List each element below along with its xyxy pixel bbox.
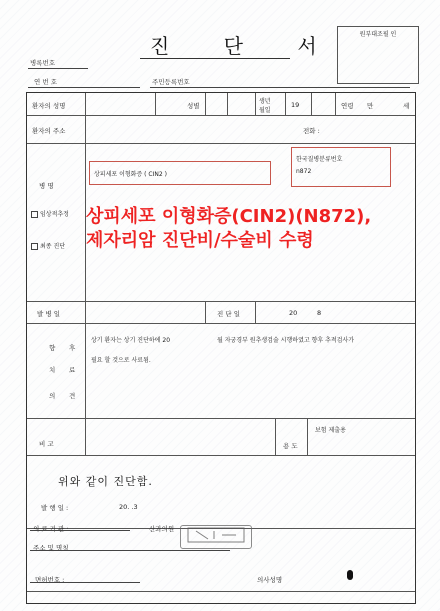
opinion-label-3: 치 [49,366,56,374]
document-title: 진 단 서 [150,34,341,58]
birth-label-line2: 월일 [259,107,271,114]
remarks-label: 비 고 [39,440,54,448]
institution-department: 산과의원 [149,525,175,533]
serial-number-line [28,87,140,88]
opinion-text-line1: 상기 환자는 상기 진단하에 20 [91,337,171,344]
option-clinical-estimate: 임상적추정 [31,209,69,218]
institution-line [30,530,130,531]
opinion-text-line2: 필요 할 것으로 사료됨. [91,357,151,364]
institution-seal [180,525,252,549]
birth-value: 19 [291,101,300,109]
disease-code-value: n872 [296,168,312,175]
age-value: 만 [367,102,374,110]
institution-label: 의 료 기 관 : [33,525,69,533]
opinion-label-4: 료 [69,366,76,374]
opinion-label-6: 견 [69,392,76,400]
license-line [30,582,140,583]
checkbox-clinical [31,211,38,218]
opinion-label-1: 향 [49,344,56,352]
registry-number-line [28,68,88,69]
ink-mark [347,570,353,580]
usage-value: 보험 제출용 [315,427,346,434]
doctor-name-label: 의사성명 [257,576,283,584]
onset-date-label: 발 병 일 [37,310,60,318]
diagnosis-date-label: 진 단 일 [217,310,240,318]
diagnosis-date-value: 20 [289,309,298,317]
opinion-text-line1b: 월 자궁경부 원추생검술 시행하였고 향후 추적검사가 [217,337,355,344]
opinion-label-2: 후 [69,344,76,352]
diagnosis-section-label: 병 명 [39,182,54,190]
gender-label: 성별 [187,102,200,110]
age-unit: 세 [403,102,410,110]
verification-stamp-box [337,26,419,84]
option-final-diagnosis: 최종 진단 [31,241,65,250]
disease-code-label: 한국질병분류번호 [296,156,343,163]
address-label: 환자의 주소 [32,127,66,135]
usage-label: 용 도 [283,442,298,450]
opinion-label-5: 의 [49,392,56,400]
birth-label-line1: 생년 [259,98,271,105]
address-line [30,550,230,551]
registry-number-label: 병록번호 [30,59,56,67]
insurance-claim-annotation [86,205,371,253]
serial-number-label: 연 번 호 [34,78,57,86]
disease-code-box [291,147,391,187]
resident-number-label: 주민등록번호 [152,78,190,86]
diagnosis-date-value2: 8 [317,309,322,317]
license-label: 면허번호 : [35,576,65,584]
issue-date-value: 20. .3 [119,503,138,511]
title-underline [140,58,290,59]
annotation-line-2: 제자리암 진단비/수술비 수령 [86,230,314,251]
phone-label: 전화 : [303,127,320,135]
disease-name: 상피세포 이형화증 ( CIN2 ) [94,171,167,178]
seal-graphic [186,526,246,544]
checkbox-final [31,243,38,250]
patient-name-label: 환자의 성명 [32,102,66,110]
annotation-line-1: 상피세포 이형화증(CIN2)(N872), [86,206,372,227]
stamp-label: 원부대조필 인 [359,31,397,38]
certification-statement: 위와 같이 진단함. [58,475,153,488]
institution-address-label: 주소 및 명칭 [33,544,69,552]
resident-number-line [150,87,410,88]
issue-date-label: 발 행 일 : [41,504,69,512]
age-label: 연령 [341,102,354,110]
disease-name-box [89,161,271,185]
